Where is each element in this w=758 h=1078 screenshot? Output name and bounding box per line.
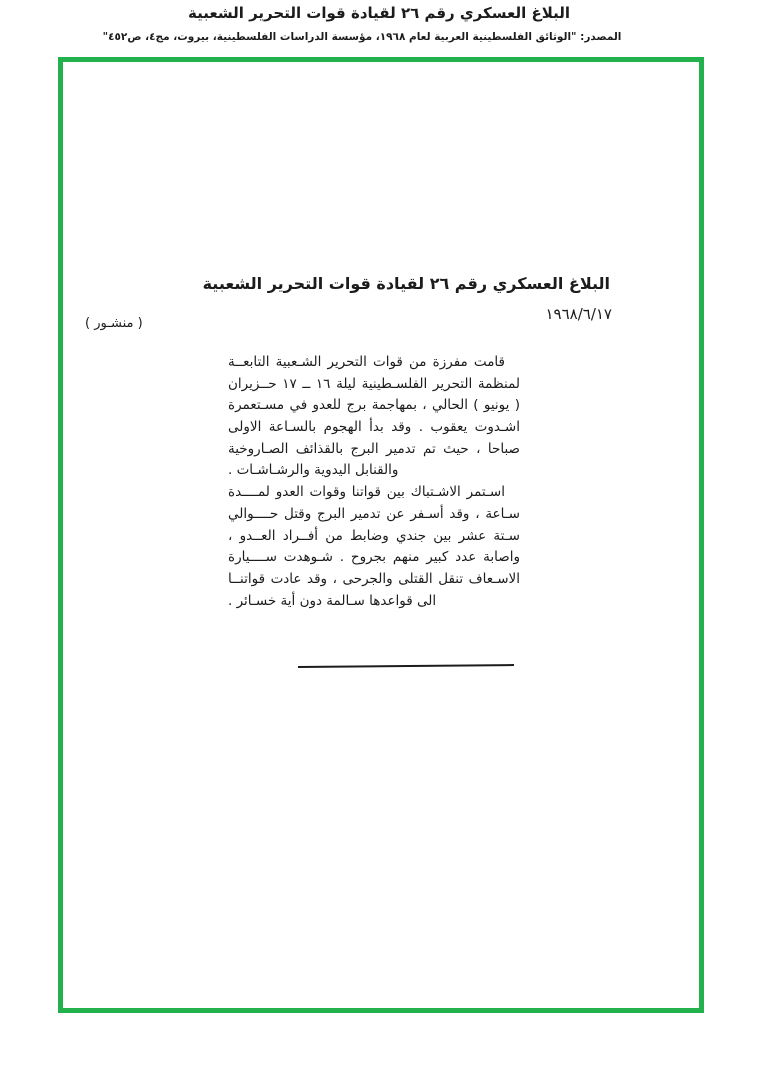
body-line: والقنابل اليدوية والرشـاشـات . bbox=[228, 462, 399, 479]
body-line: سـتة عشر بين جندي وضابط من أفــراد العــدو ، bbox=[228, 527, 520, 544]
body-line: ( يونيو ) الحالي ، بمهاجمة برج للعدو في مسـتعمرة bbox=[228, 397, 520, 414]
page-header-title: البلاغ العسكري رقم ٢٦ لقيادة قوات التحرير الشعبية bbox=[188, 4, 570, 22]
body-line: الى قواعدها سـالمة دون أية خسـائر . bbox=[228, 592, 437, 609]
communique-date: ١٩٦٨/٦/١٧ bbox=[545, 305, 612, 323]
body-line: الاسـعاف تنقل القتلى والجرحى ، وقد عادت قواتنــا bbox=[228, 570, 520, 587]
body-line: سـاعة ، وقد أسـفر عن تدمير البرج وقتل حــــوالي bbox=[228, 505, 520, 522]
body-line: واصابة عدد كبير منهم بجروح . شـوهدت ســــيارة bbox=[228, 549, 520, 566]
communique-title: البلاغ العسكري رقم ٢٦ لقيادة قوات التحرير الشعبية bbox=[202, 274, 610, 293]
body-line: لمنظمة التحرير الفلسـطينية ليلة ١٦ ــ ١٧ حــزيران bbox=[228, 375, 520, 392]
body-line: اشـدوت يعقوب . وقد بدأ الهجوم بالسـاعة الاولى bbox=[228, 419, 520, 436]
body-line: صباحا ، حيث تم تدمير البرج بالقذائف الصـاروخية bbox=[228, 440, 520, 457]
publication-note: ( منشـور ) bbox=[85, 316, 143, 331]
page-header-source-citation: المصدر: "الوثائق الفلسطينية العربية لعام ١٩٦٨، مؤسسة الدراسات الفلسطينية، بيروت، مج٤، ص٤٥٢" bbox=[102, 31, 622, 43]
communique-body bbox=[228, 352, 520, 612]
body-line: قامت مفرزة من قوات التحرير الشـعبية التابعــة bbox=[228, 354, 505, 370]
body-line: اسـتمر الاشـتباك بين قواتنا وقوات العدو لمــــدة bbox=[228, 484, 505, 501]
